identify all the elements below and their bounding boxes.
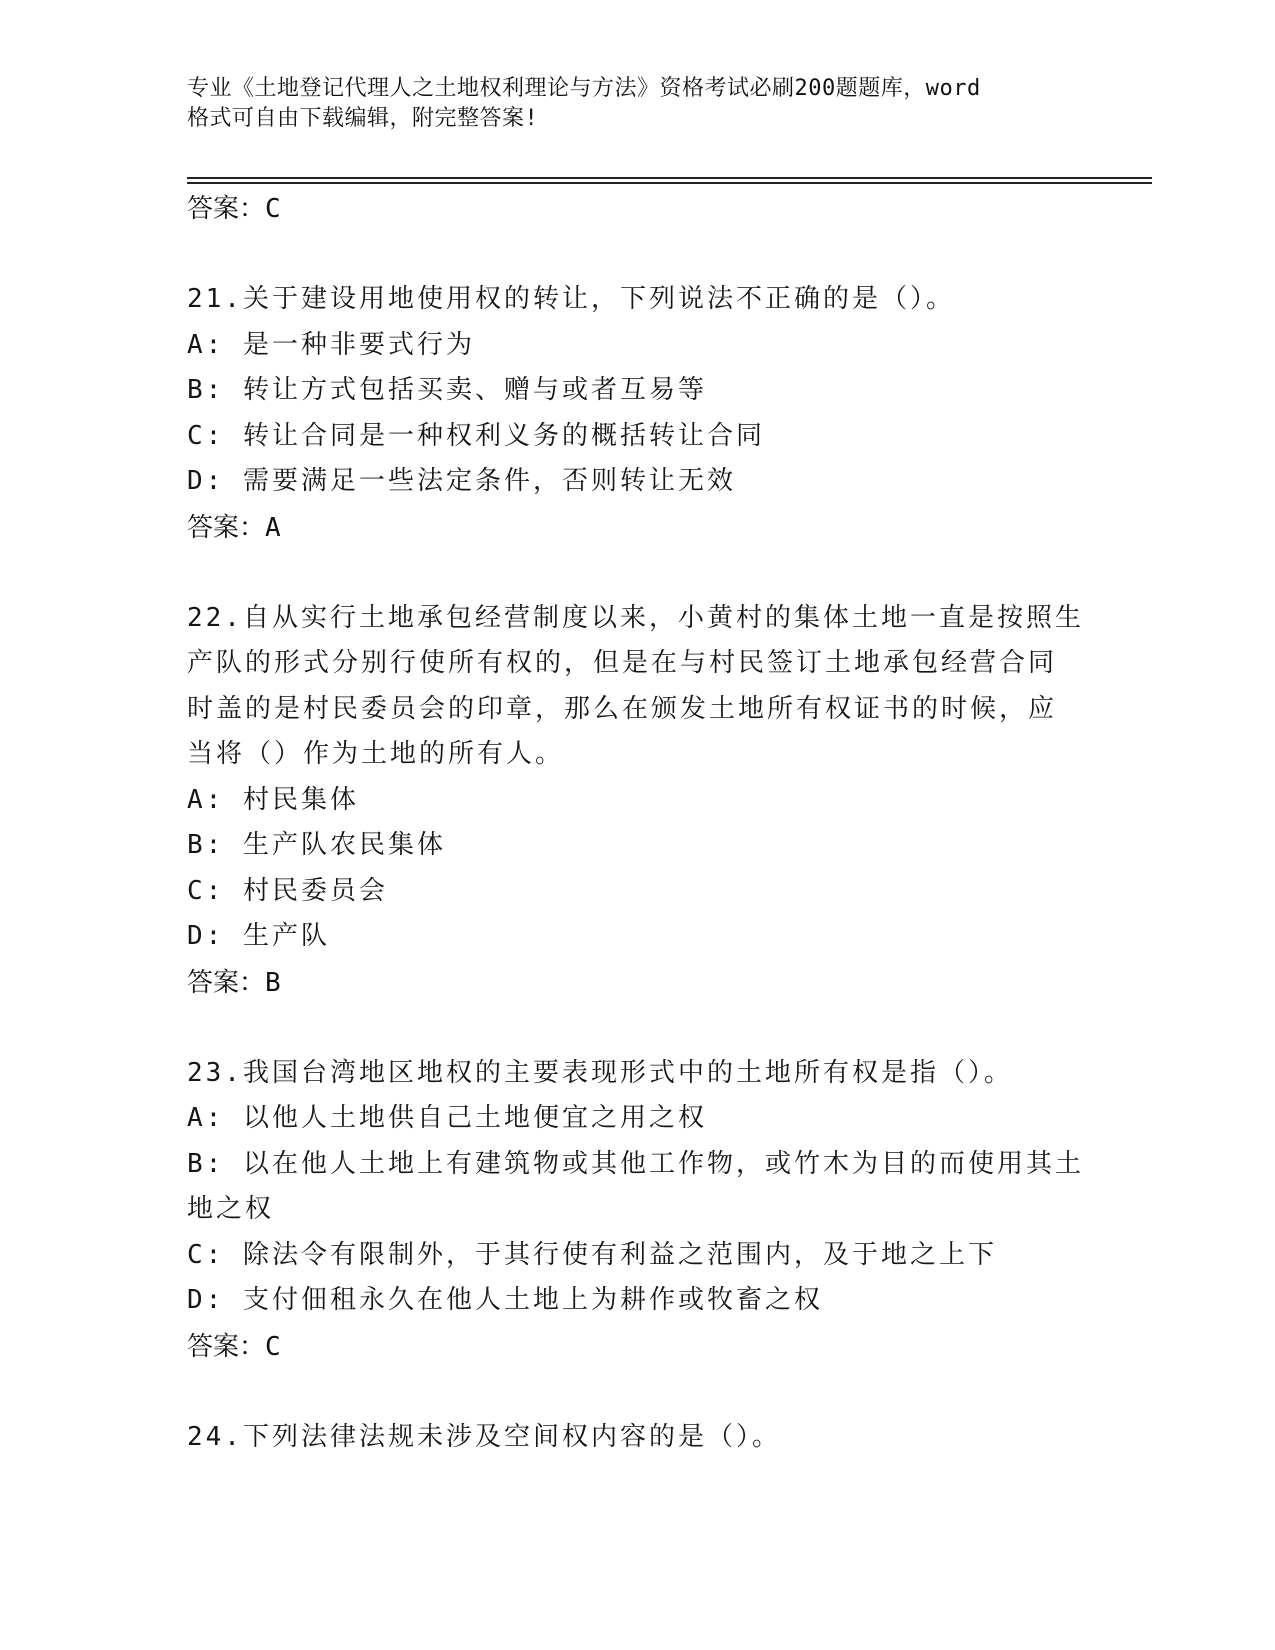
- question-block: [187, 596, 1087, 1006]
- question-list: [187, 186, 1087, 1460]
- option-line: A: 是一种非要式行为: [187, 329, 475, 360]
- question-stem-line: 当将（）作为土地的所有人。: [187, 739, 565, 769]
- option-line: A: 村民集体: [187, 784, 359, 815]
- option-line: C: 除法令有限制外，于其行使有利益之范围内，及于地之上下: [187, 1239, 997, 1270]
- question-block: [187, 1415, 1087, 1461]
- question-stem-line: 21.关于建设用地使用权的转让，下列说法不正确的是（）。: [187, 284, 955, 314]
- document-header: [187, 74, 1067, 134]
- header-divider-bottom: [187, 182, 1152, 184]
- answer-label: 答案：: [187, 1331, 266, 1362]
- question-spacer: [187, 1006, 1087, 1051]
- option-line: D: 需要满足一些法定条件，否则转让无效: [187, 466, 736, 496]
- answer-value: C: [265, 194, 281, 224]
- answer-line: [187, 960, 1087, 1006]
- option-line: B: 转让方式包括买卖、赠与或者互易等: [187, 375, 707, 405]
- question-block: [187, 1051, 1087, 1370]
- question-spacer: [187, 1370, 1087, 1415]
- option-line: B: 以在他人土地上有建筑物或其他工作物，或竹木为目的而使用其土: [187, 1148, 1084, 1179]
- option-line: 地之权: [187, 1194, 275, 1224]
- answer-value: C: [265, 1331, 281, 1362]
- answer-value: A: [265, 512, 281, 543]
- option-line: C: 转让合同是一种权利义务的概括转让合同: [187, 420, 765, 451]
- question-spacer: [187, 232, 1087, 277]
- question-stem-line: 22.自从实行土地承包经营制度以来，小黄村的集体土地一直是按照生: [187, 602, 1084, 633]
- option-line: D: 支付佃租永久在他人土地上为耕作或牧畜之权: [187, 1285, 823, 1315]
- option-line: B: 生产队农民集体: [187, 830, 446, 860]
- answer-line: [187, 186, 1087, 232]
- question-stem-line: 产队的形式分别行使所有权的，但是在与村民签订土地承包经营合同: [187, 648, 1058, 678]
- header-title-line-1: 专业《土地登记代理人之土地权利理论与方法》资格考试必刷200题题库，word: [187, 76, 981, 101]
- question-stem-line: 23.我国台湾地区地权的主要表现形式中的土地所有权是指（）。: [187, 1057, 1013, 1088]
- answer-label: 答案：: [187, 967, 266, 998]
- answer-label: 答案：: [187, 194, 266, 224]
- header-divider-top: [187, 177, 1152, 179]
- header-title-line-2: 格式可自由下载编辑，附完整答案!: [187, 106, 539, 131]
- question-stem-line: 24.下列法律法规未涉及空间权内容的是（）。: [187, 1421, 781, 1452]
- answer-label: 答案：: [187, 512, 266, 543]
- option-line: D: 生产队: [187, 921, 330, 951]
- question-block: [187, 277, 1087, 551]
- answer-line: [187, 1324, 1087, 1370]
- question-stem-line: 时盖的是村民委员会的印章，那么在颁发土地所有权证书的时候，应: [187, 693, 1058, 724]
- answer-value: B: [265, 967, 281, 998]
- option-line: A: 以他人土地供自己土地便宜之用之权: [187, 1103, 707, 1133]
- question-spacer: [187, 551, 1087, 596]
- answer-line: [187, 505, 1087, 551]
- option-line: C: 村民委员会: [187, 875, 388, 906]
